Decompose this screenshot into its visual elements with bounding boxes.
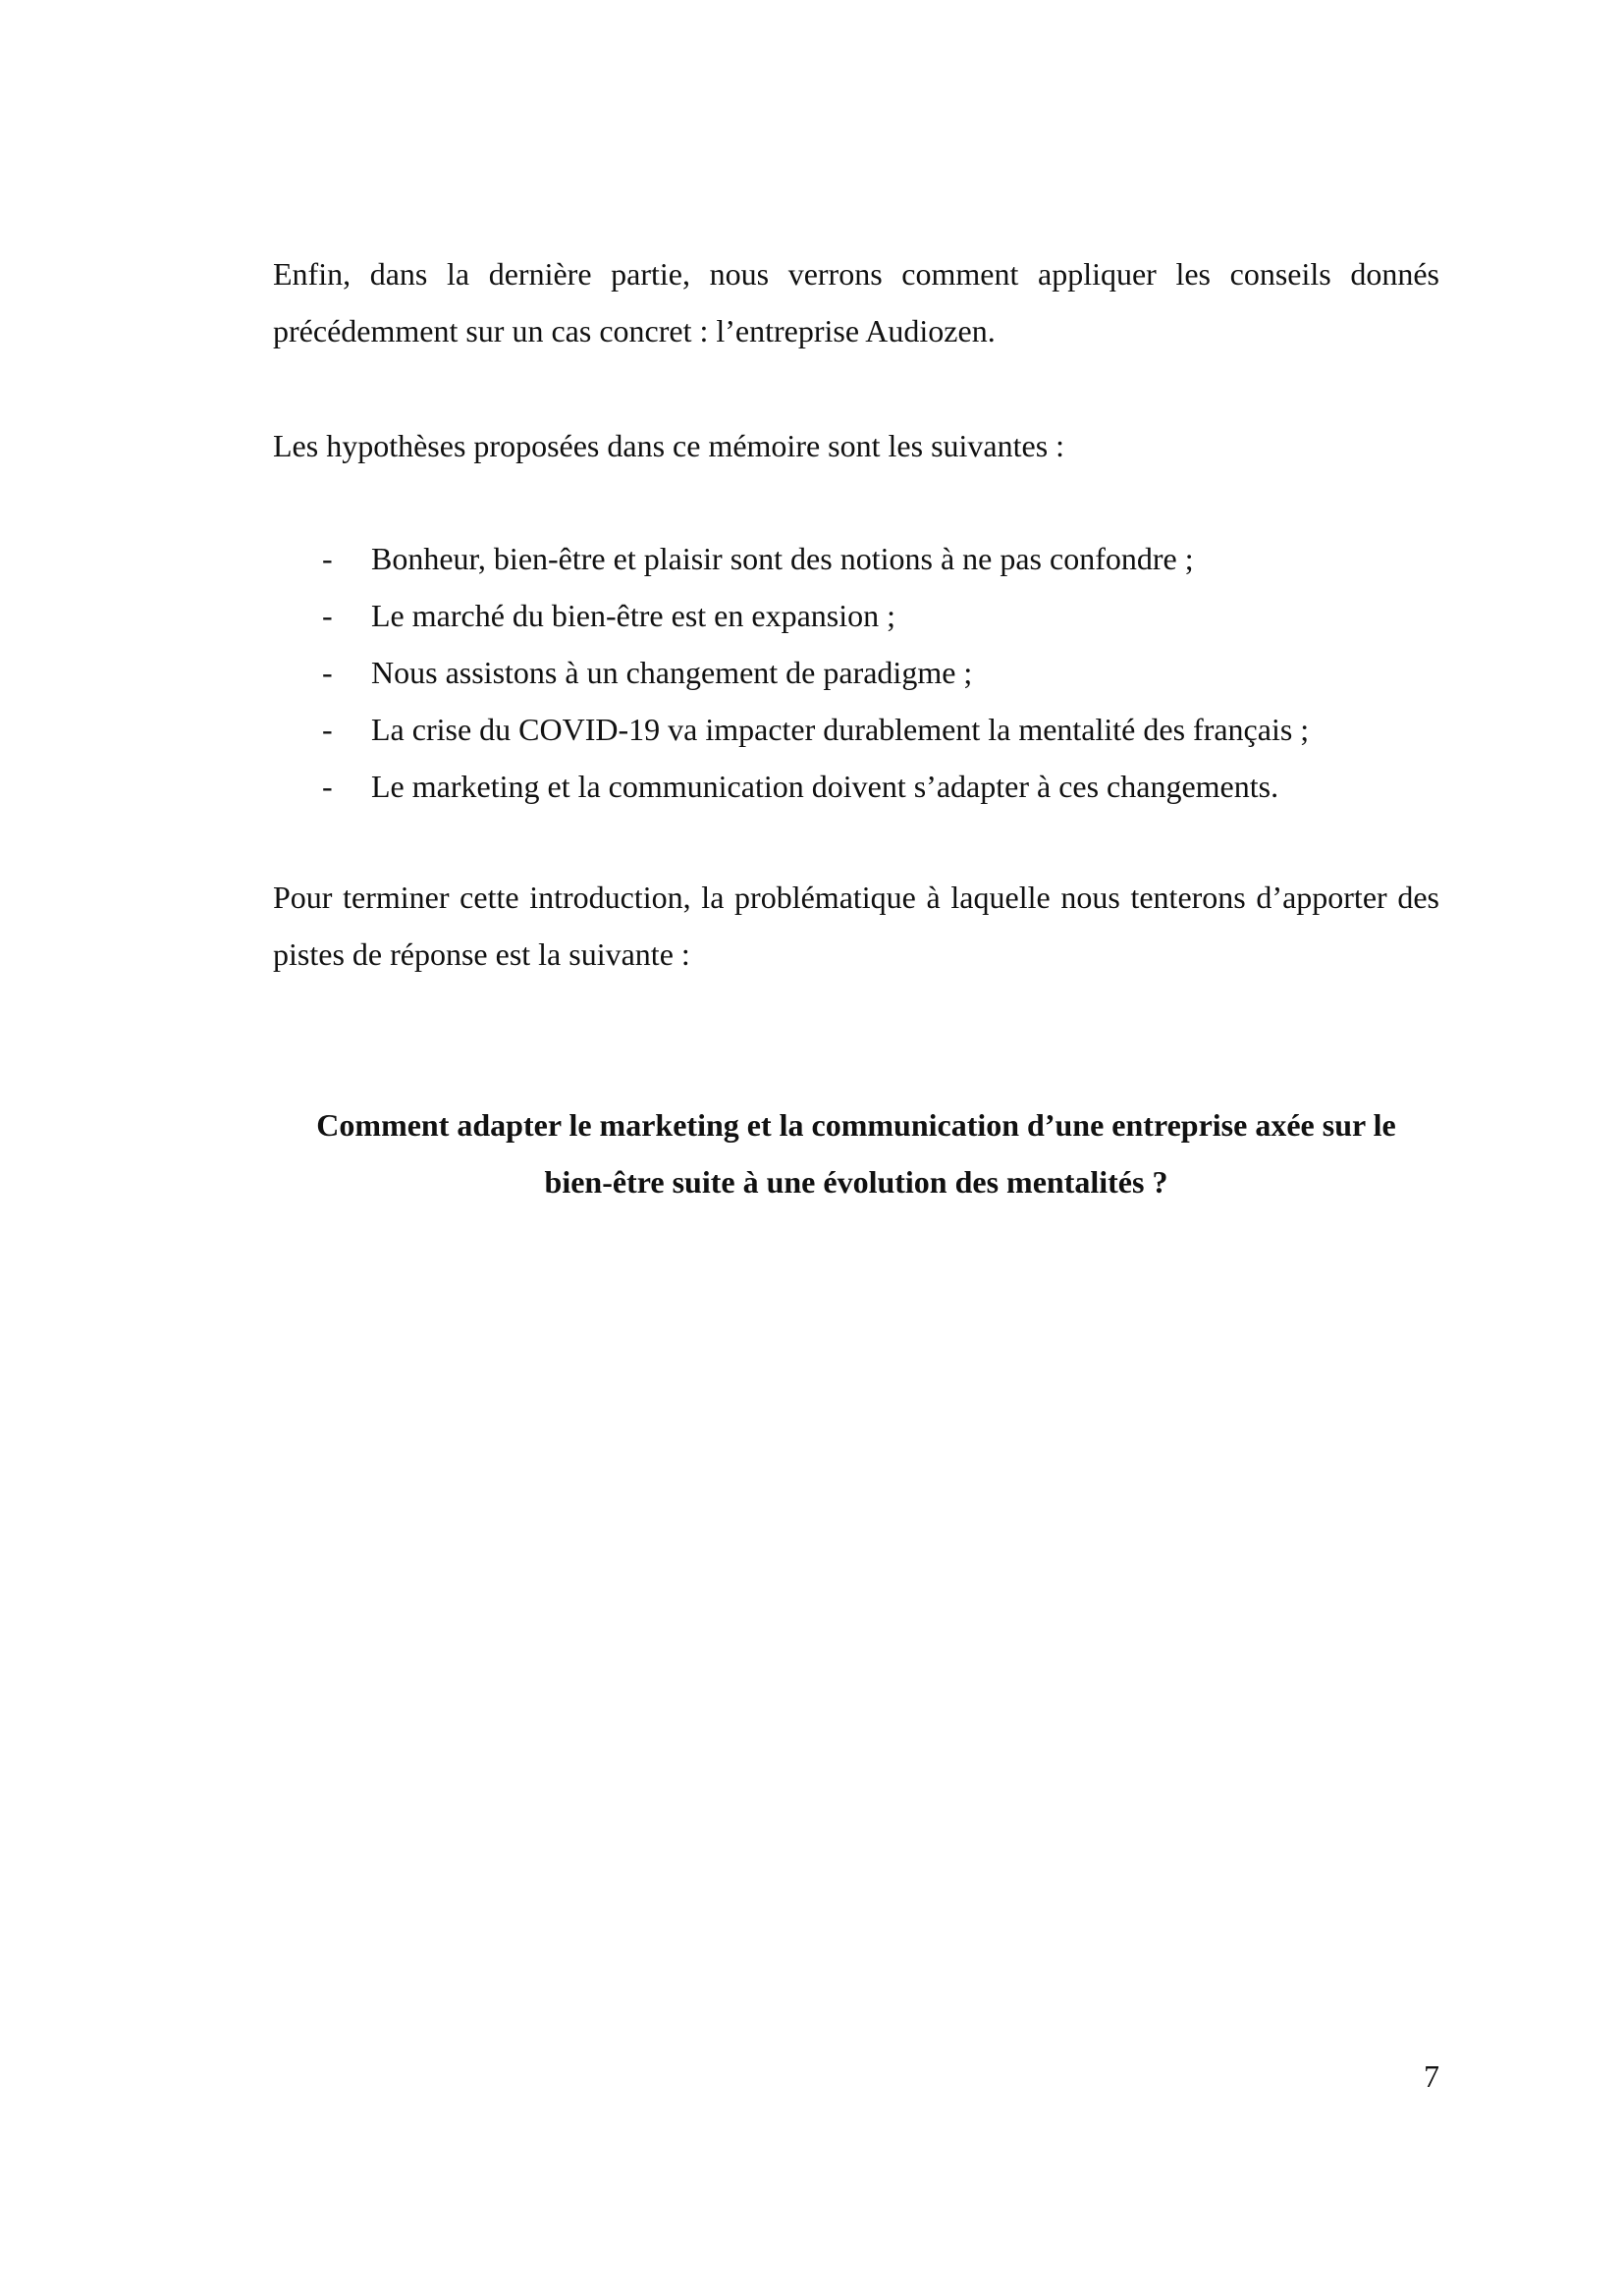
list-item-text: Le marché du bien-être est en expansion ;: [371, 598, 895, 633]
dash-bullet: -: [322, 541, 333, 576]
list-item: [273, 701, 1439, 758]
paragraph-problematic-intro: Pour terminer cette introduction, la problématique à laquelle nous tenterons d’apporter des pistes de réponse est la suivante :: [273, 880, 1439, 972]
research-question: [273, 1096, 1439, 1210]
list-item: [273, 758, 1439, 815]
list-item-text: La crise du COVID-19 va impacter durablement la mentalité des français ;: [371, 712, 1310, 747]
dash-bullet: -: [322, 655, 333, 690]
dash-bullet: -: [322, 769, 333, 804]
list-item-text: Le marketing et la communication doivent s’adapter à ces changements.: [371, 769, 1279, 804]
paragraph-hypotheses-intro: Les hypothèses proposées dans ce mémoire sont les suivantes :: [273, 428, 1065, 463]
research-question-line-1: Comment adapter le marketing et la communication d’une entreprise axée sur le: [316, 1107, 1396, 1143]
page-number: 7: [1424, 2058, 1439, 2094]
research-question-line-2: bien-être suite à une évolution des mentalités ?: [544, 1164, 1168, 1200]
list-item-text: Nous assistons à un changement de paradigme ;: [371, 655, 973, 690]
list-item-text: Bonheur, bien-être et plaisir sont des notions à ne pas confondre ;: [371, 541, 1194, 576]
list-item: [273, 530, 1439, 587]
list-item: [273, 587, 1439, 644]
paragraph-conclusion-part: Enfin, dans la dernière partie, nous verrons comment appliquer les conseils donnés précédemment sur un cas concret : l’entreprise Audiozen.: [273, 256, 1439, 348]
hypotheses-list: [273, 530, 1439, 815]
list-item: [273, 644, 1439, 701]
dash-bullet: -: [322, 712, 333, 747]
dash-bullet: -: [322, 598, 333, 633]
